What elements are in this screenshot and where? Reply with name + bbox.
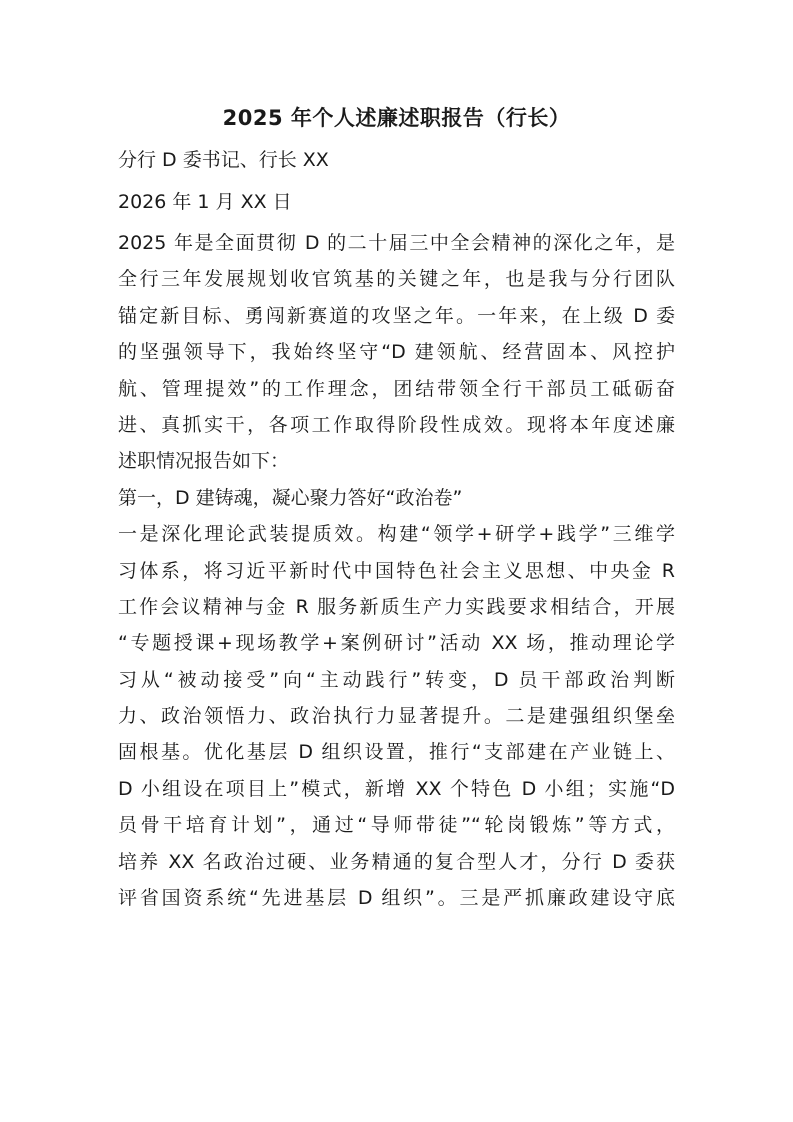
body-line: “专题授课+现场教学+案例研讨”活动 XX 场，推动理论学: [118, 632, 675, 655]
document-title: 2025 年个人述廉述职报告（行长）: [222, 106, 571, 130]
document-date: 2026 年 1 月 XX 日: [118, 191, 292, 213]
body-line: 航、管理提效”的工作理念，团结带领全行干部员工砥砺奋: [118, 377, 675, 400]
body-line: 培养 XX 名政治过硬、业务精通的复合型人才，分行 D 委获: [118, 850, 675, 873]
body-line: 习从“被动接受”向“主动践行”转变，D 员干部政治判断: [118, 668, 675, 691]
body-line: 一是深化理论武装提质效。构建“领学+研学+践学”三维学: [118, 523, 675, 546]
body-line: 评省国资系统“先进基层 D 组织”。三是严抓廉政建设守底: [118, 887, 675, 910]
section-heading: 第一，D 建铸魂，凝心聚力答好“政治卷”: [118, 486, 463, 509]
document-author: 分行 D 委书记、行长 XX: [118, 149, 329, 171]
body-line: 锚定新目标、勇闯新赛道的攻坚之年。一年来，在上级 D 委: [118, 304, 675, 327]
body-line: 习体系，将习近平新时代中国特色社会主义思想、中央金 R: [118, 559, 675, 582]
body-line: 述职情况报告如下：: [118, 450, 290, 473]
body-line: 固根基。优化基层 D 组织设置，推行“支部建在产业链上、: [118, 741, 675, 764]
body-line: 全行三年发展规划收官筑基的关键之年，也是我与分行团队: [118, 268, 675, 291]
body-line: D 小组设在项目上”模式，新增 XX 个特色 D 小组；实施“D: [118, 777, 675, 800]
document-body: [118, 225, 675, 916]
body-line: 工作会议精神与金 R 服务新质生产力实践要求相结合，开展: [118, 595, 675, 618]
body-line: 员骨干培育计划”，通过“导师带徒”“轮岗锻炼”等方式，: [118, 814, 675, 837]
body-line: 进、真抓实干，各项工作取得阶段性成效。现将本年度述廉: [118, 413, 675, 436]
body-line: 力、政治领悟力、政治执行力显著提升。二是建强组织堡垒: [118, 705, 675, 728]
body-line: 的坚强领导下，我始终坚守“D 建领航、经营固本、风控护: [118, 341, 675, 364]
body-line: 2025 年是全面贯彻 D 的二十届三中全会精神的深化之年，是: [118, 232, 675, 254]
